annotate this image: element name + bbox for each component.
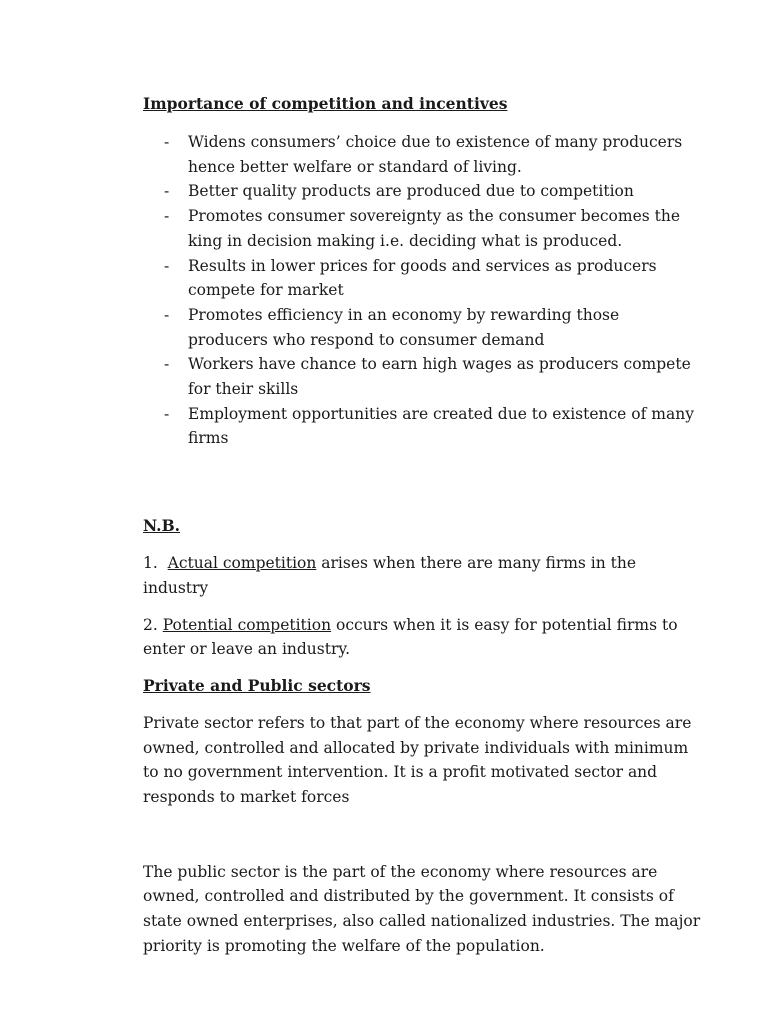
definition-text: arises when there are many firms in the industry bbox=[143, 554, 637, 597]
list-item-text: Widens consumers’ choice due to existence of many producers hence better welfare or standard of living. bbox=[188, 133, 683, 176]
list-item bbox=[143, 402, 703, 451]
definition-number: 2. bbox=[143, 615, 158, 634]
bullet-dash: - bbox=[164, 305, 170, 324]
bullet-dash: - bbox=[164, 207, 170, 226]
list-item bbox=[143, 303, 703, 352]
paragraph-public-sector: The public sector is the part of the economy where resources are owned, controlled and distributed by the government. It consists of state owned enterprises, also called nationalized industries. The major priority is promoting the welfare of the population. bbox=[143, 862, 701, 955]
list-item-text: Better quality products are produced due to competition bbox=[188, 182, 634, 201]
section-heading-competition: Importance of competition and incentives bbox=[143, 94, 508, 113]
definition-number: 1. bbox=[143, 554, 158, 573]
definition-term: Actual competition bbox=[167, 554, 317, 573]
definition-actual-competition bbox=[143, 551, 703, 600]
bullet-dash: - bbox=[164, 256, 170, 275]
list-item bbox=[143, 254, 703, 303]
bullet-dash: - bbox=[164, 182, 170, 201]
list-item-text: Results in lower prices for goods and services as producers compete for market bbox=[188, 256, 657, 300]
paragraph-private-sector: Private sector refers to that part of the economy where resources are owned, controlled and allocated by private individuals with minimum to no government intervention. It is a profit motivated sector and responds to market forces bbox=[143, 713, 692, 807]
list-item-text: Promotes efficiency in an economy by rewarding those producers who respond to consumer demand bbox=[188, 305, 620, 349]
document-page bbox=[143, 92, 703, 959]
list-item-text: Workers have chance to earn high wages as producers compete for their skills bbox=[188, 355, 691, 399]
definition-potential-competition bbox=[143, 613, 703, 662]
nb-label: N.B. bbox=[143, 516, 181, 536]
list-item bbox=[143, 352, 703, 401]
section-heading-sectors: Private and Public sectors bbox=[143, 675, 371, 695]
list-item bbox=[143, 130, 703, 179]
list-item bbox=[143, 179, 703, 204]
list-item-text: Promotes consumer sovereignty as the consumer becomes the king in decision making i.e. deciding what is produced. bbox=[188, 207, 681, 250]
bullet-dash: - bbox=[164, 355, 170, 374]
bullet-dash: - bbox=[164, 133, 170, 151]
list-item-text: Employment opportunities are created due to existence of many firms bbox=[188, 404, 694, 448]
definition-text: occurs when it is easy for potential firms to enter or leave an industry. bbox=[143, 615, 678, 659]
bullet-dash: - bbox=[164, 404, 170, 423]
list-item bbox=[143, 204, 703, 253]
competition-benefits-list bbox=[143, 130, 703, 451]
definition-term: Potential competition bbox=[162, 615, 332, 634]
